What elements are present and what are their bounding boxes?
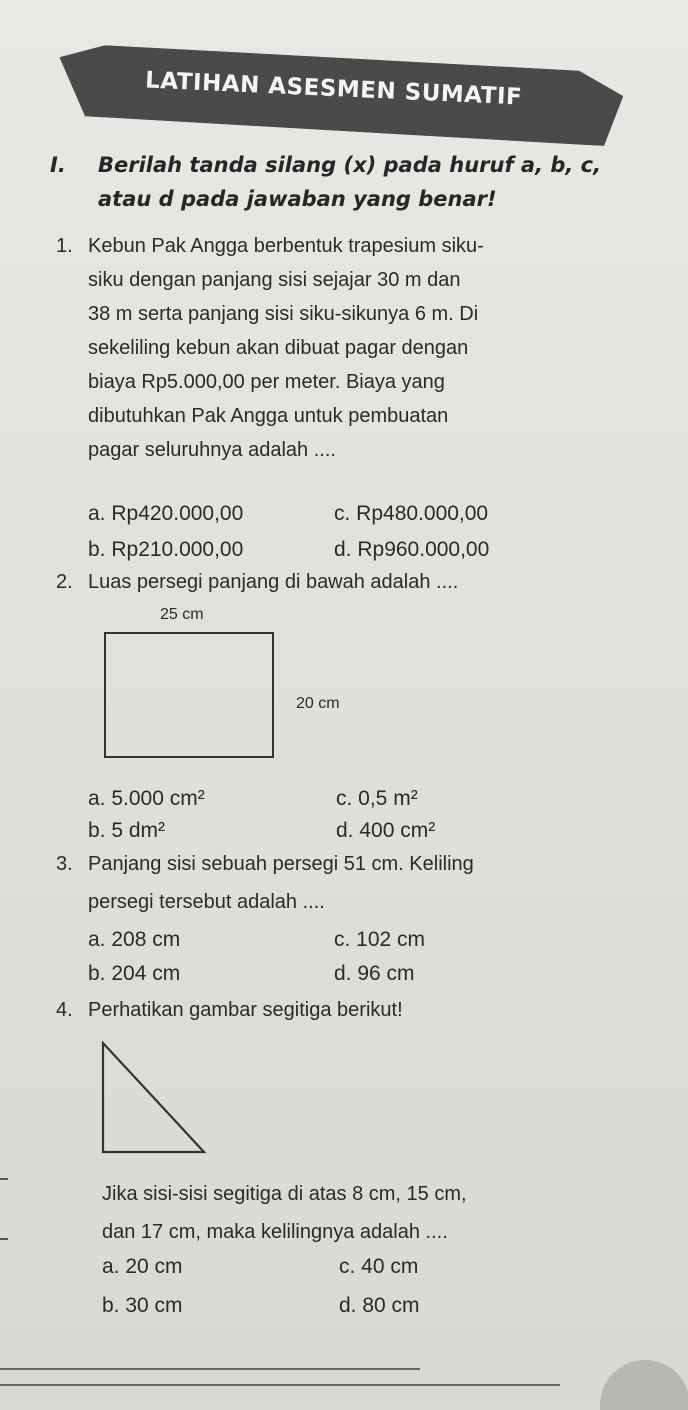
question-text-line: Kebun Pak Angga berbentuk trapesium siku-: [88, 235, 484, 257]
rectangle-figure: [104, 632, 274, 758]
option-c[interactable]: c. 40 cm: [339, 1255, 419, 1278]
instruction-line-2: atau d pada jawaban yang benar!: [98, 187, 497, 211]
section-number: I.: [50, 153, 66, 177]
question-text-line: sekeliling kebun akan dibuat pagar dengan: [88, 337, 469, 359]
question-text-line: Panjang sisi sebuah persegi 51 cm. Keliling: [88, 853, 474, 875]
question-text-line: 38 m serta panjang sisi siku-sikunya 6 m. Di: [88, 303, 479, 325]
option-a[interactable]: a. 208 cm: [88, 928, 181, 951]
worksheet-title: LATIHAN ASESMEN SUMATIF: [144, 67, 523, 111]
question-number: 1.: [56, 235, 73, 257]
right-triangle-figure: [100, 1040, 210, 1156]
divider: [0, 1384, 560, 1386]
rectangle-height-label: 20 cm: [296, 695, 340, 712]
question-text-line: persegi tersebut adalah ....: [88, 891, 325, 913]
question-number: 2.: [56, 571, 73, 593]
option-c[interactable]: c. 102 cm: [334, 928, 426, 951]
option-d[interactable]: d. 96 cm: [334, 962, 415, 985]
option-b[interactable]: b. 30 cm: [102, 1294, 183, 1317]
margin-mark: [0, 1238, 8, 1240]
option-a[interactable]: a. 5.000 cm²: [88, 787, 205, 810]
question-text-line: biaya Rp5.000,00 per meter. Biaya yang: [88, 371, 445, 393]
question-text-line: dibutuhkan Pak Angga untuk pembuatan: [88, 405, 449, 427]
question-text-line: dan 17 cm, maka kelilingnya adalah ....: [102, 1221, 448, 1243]
option-b[interactable]: b. Rp210.000,00: [88, 538, 244, 561]
option-d[interactable]: d. 400 cm²: [336, 819, 436, 842]
question-text-line: Luas persegi panjang di bawah adalah ....: [88, 571, 459, 593]
option-b[interactable]: b. 204 cm: [88, 962, 181, 985]
question-text-line: Perhatikan gambar segitiga berikut!: [88, 999, 403, 1021]
option-d[interactable]: d. Rp960.000,00: [334, 538, 490, 561]
question-number: 3.: [56, 853, 73, 875]
option-c[interactable]: c. 0,5 m²: [336, 787, 418, 810]
question-text-line: pagar seluruhnya adalah ....: [88, 439, 336, 461]
rectangle-width-label: 25 cm: [160, 606, 204, 623]
option-c[interactable]: c. Rp480.000,00: [334, 502, 489, 525]
instruction-line-1: Berilah tanda silang (x) pada huruf a, b, c,: [98, 153, 602, 177]
question-text-line: Jika sisi-sisi segitiga di atas 8 cm, 15 cm,: [102, 1183, 467, 1205]
divider: [0, 1368, 420, 1370]
option-b[interactable]: b. 5 dm²: [88, 819, 166, 842]
option-a[interactable]: a. Rp420.000,00: [88, 502, 244, 525]
photo-shadow: [600, 1360, 688, 1410]
question-number: 4.: [56, 999, 73, 1021]
option-a[interactable]: a. 20 cm: [102, 1255, 183, 1278]
question-text-line: siku dengan panjang sisi sejajar 30 m dan: [88, 269, 461, 291]
option-d[interactable]: d. 80 cm: [339, 1294, 420, 1317]
margin-mark: [0, 1178, 8, 1180]
